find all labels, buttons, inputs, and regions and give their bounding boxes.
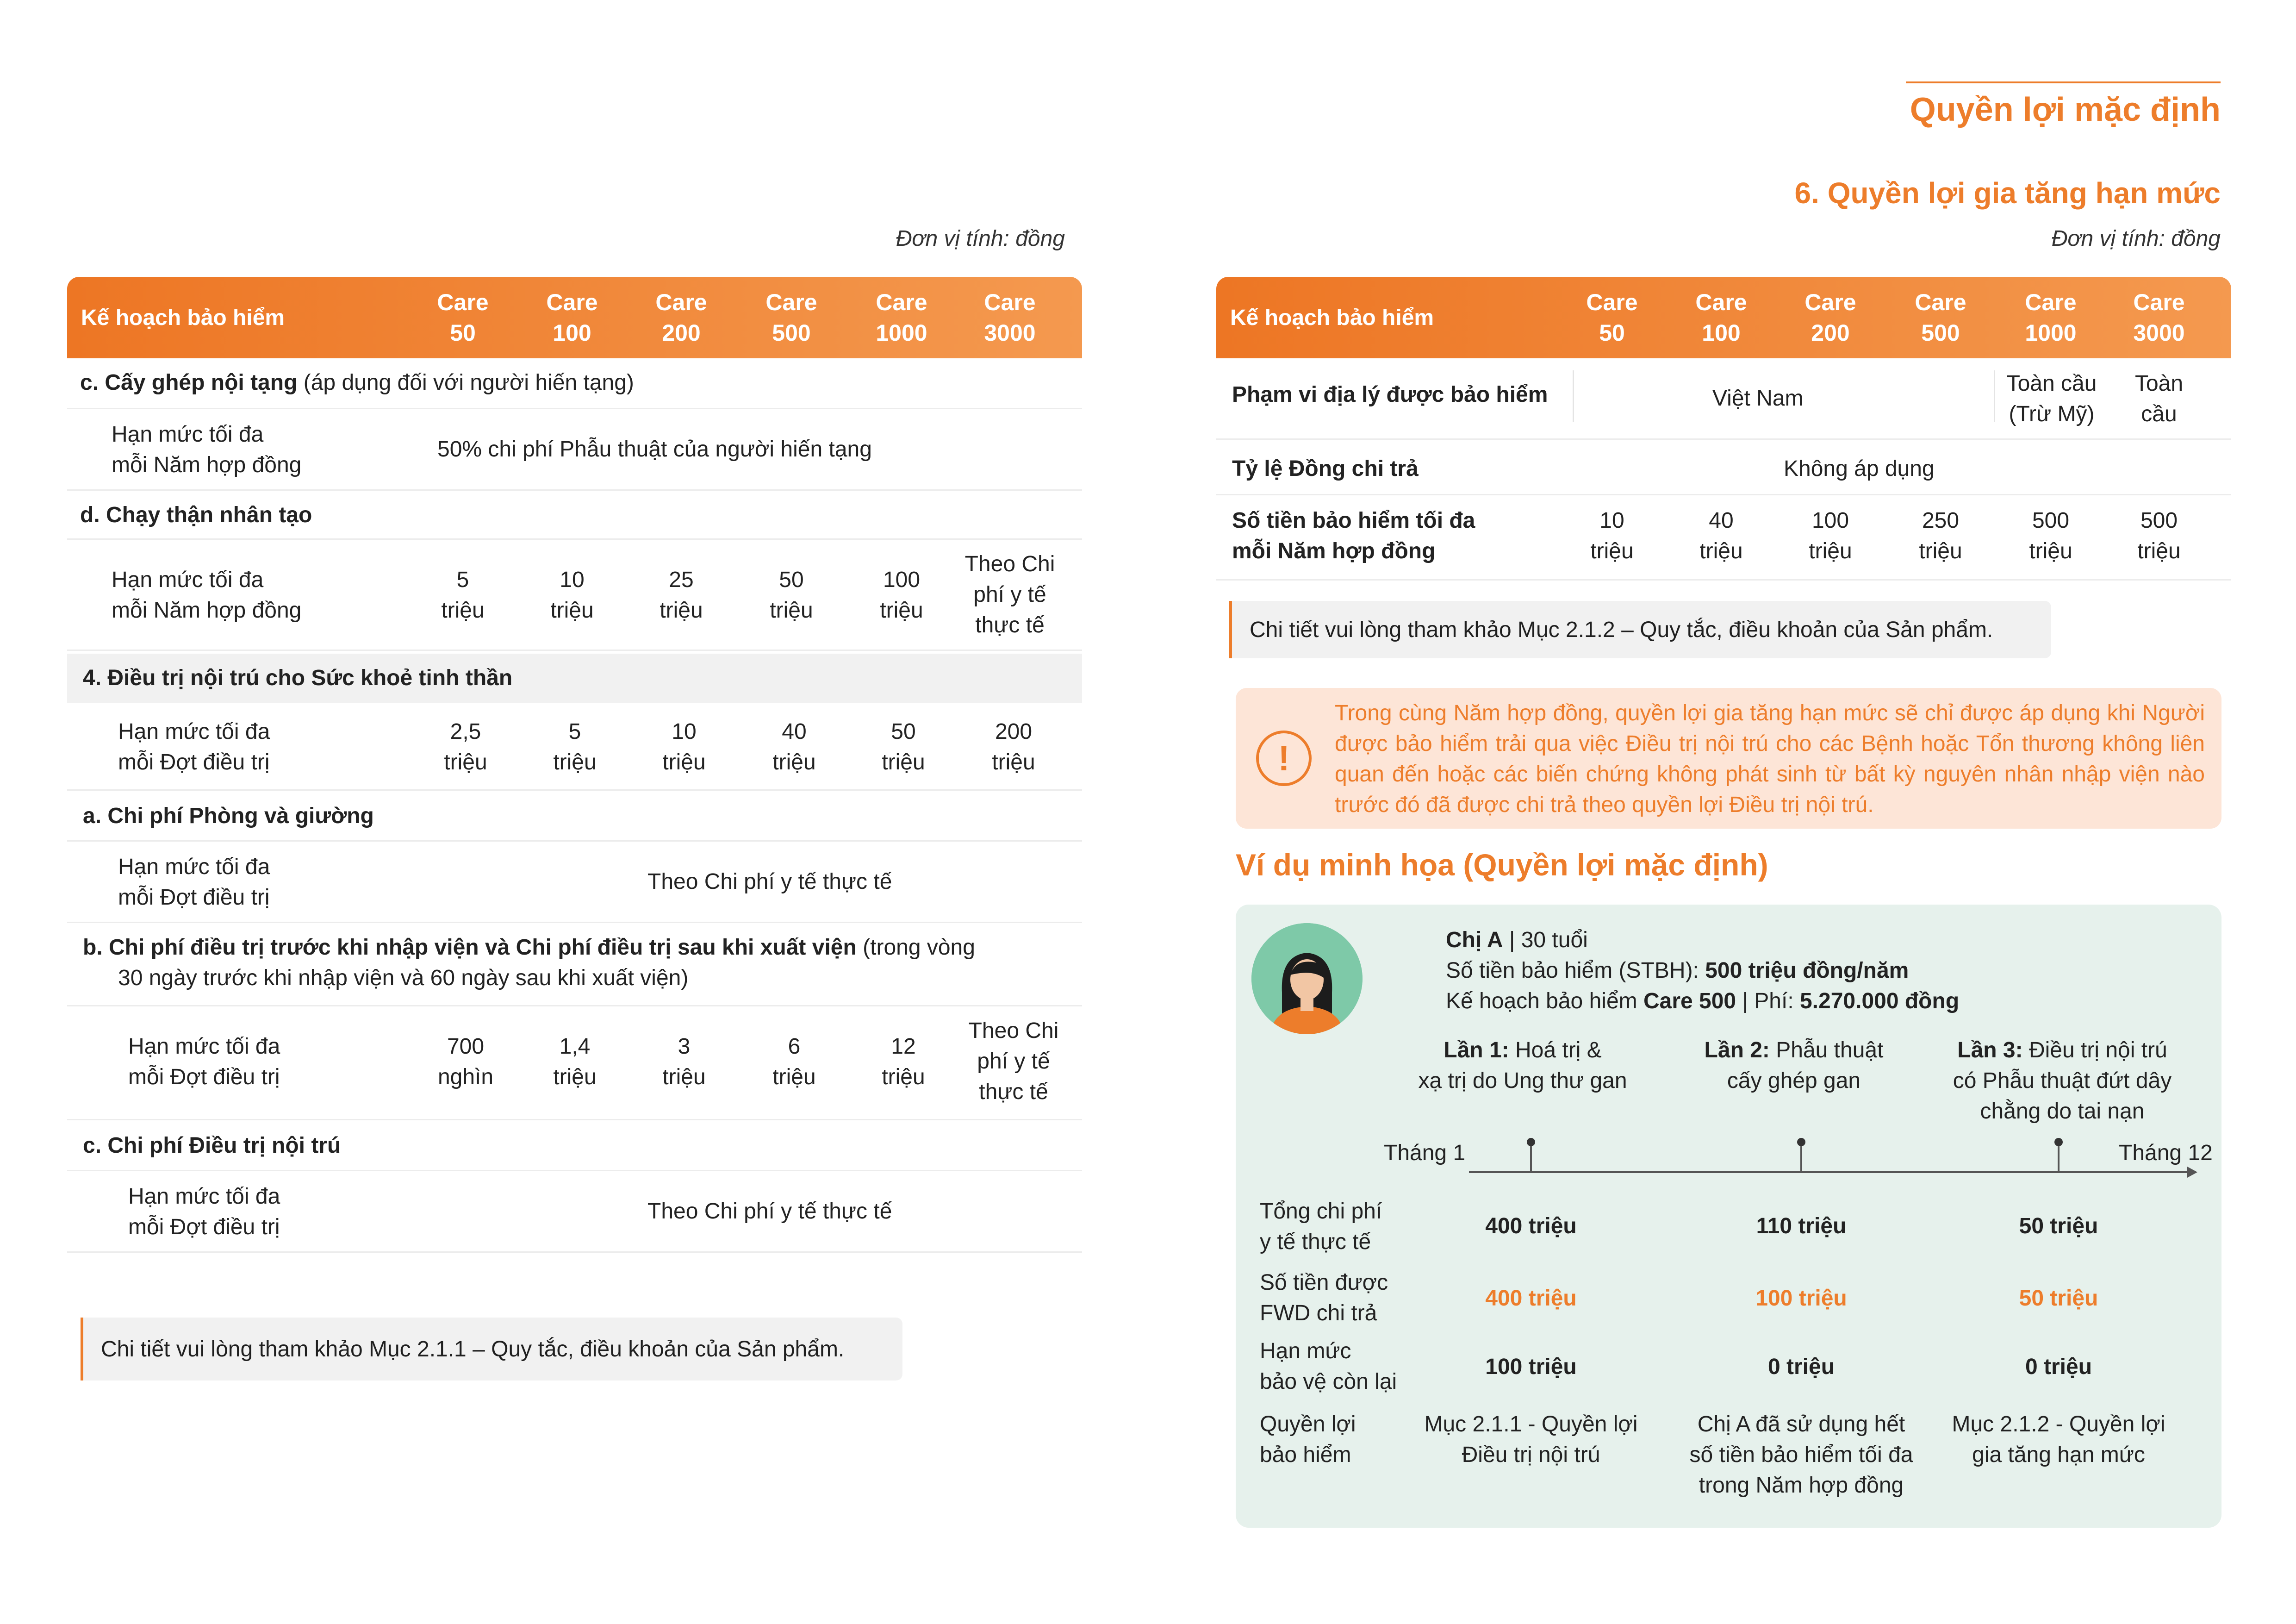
- avatar: [1251, 923, 1363, 1034]
- row-inpatient-title: c. Chi phí Điều trị nội trú: [67, 1120, 1082, 1171]
- event-2: Lần 2: Phẫu thuật cấy ghép gan: [1704, 1038, 1884, 1093]
- plan-info: Kế hoạch bảo hiểm Care 500 | Phí: 5.270.000 đồng: [1446, 989, 1960, 1013]
- sum-care-100: 40 triệu: [1699, 508, 1743, 563]
- timeline-dot-3: [2054, 1138, 2063, 1146]
- inpatient-limit-value: Theo Chi phí y tế thực tế: [647, 1199, 892, 1224]
- plan-label: Kế hoạch bảo hiểm: [81, 305, 285, 330]
- total-cost-2: 110 triệu: [1756, 1214, 1847, 1238]
- section-title: Quyền lợi mặc định: [1910, 91, 2221, 128]
- copay-value: Không áp dụng: [1784, 456, 1935, 481]
- r-col-care-500: Care 500: [1915, 289, 1966, 346]
- mental-health-limit-label: Hạn mức tối đa mỗi Đợt điều trị: [118, 719, 270, 775]
- inpatient-limit-label: Hạn mức tối đa mỗi Đợt điều trị: [128, 1184, 280, 1239]
- mental-care-500: 40 triệu: [772, 719, 816, 775]
- total-cost-3: 50 triệu: [2019, 1214, 2098, 1238]
- col-care-50: Care 50: [437, 289, 489, 346]
- sum-insured-label: Số tiền bảo hiểm tối đa mỗi Năm hợp đồng: [1232, 508, 1475, 563]
- dialysis-care-100: 10 triệu: [550, 568, 594, 623]
- row-total-cost-label: Tổng chi phí y tế thực tế: [1260, 1199, 1382, 1254]
- right-table-header: Kế hoạch bảo hiểm Care 50 Care 100 Care 200 Care 500 Care 1000 Care 3000: [1216, 277, 2231, 358]
- row-sum-insured: [1216, 495, 2231, 581]
- sum-care-1000: 500 triệu: [2029, 508, 2072, 563]
- prepost-care-100: 1,4 triệu: [553, 1034, 597, 1089]
- geo-scope-global: Toàn cầu: [2134, 371, 2184, 426]
- warning-box: [1236, 688, 2221, 829]
- geo-scope-label: Phạm vi địa lý được bảo hiểm: [1232, 382, 1548, 407]
- timeline-arrow-icon: [2187, 1167, 2197, 1178]
- exclamation-icon: !: [1256, 731, 1312, 786]
- row-remaining-label: Hạn mức bảo vệ còn lại: [1260, 1339, 1397, 1394]
- benefit-label: Quyền lợi bảo hiểm: [1260, 1412, 1356, 1467]
- remaining-1: 100 triệu: [1485, 1355, 1577, 1379]
- sum-insured-info: Số tiền bảo hiểm (STBH): 500 triệu đồng/năm: [1446, 958, 1909, 983]
- row-fwd-paid-label: Số tiền được FWD chi trả: [1260, 1270, 1388, 1325]
- col-care-1000: Care 1000: [876, 289, 927, 346]
- r-col-care-1000: Care 1000: [2025, 289, 2077, 346]
- timeline-tick-1: [1530, 1143, 1532, 1173]
- prepost-care-3000: Theo Chi phí y tế thực tế: [968, 1018, 1059, 1104]
- unit-left: Đơn vị tính: đồng: [896, 226, 1065, 251]
- mental-care-1000: 50 triệu: [882, 719, 925, 775]
- row-mental-health-limit: [67, 703, 1082, 791]
- sum-care-3000: 500 triệu: [2137, 508, 2181, 563]
- row-organ-title: c. Cấy ghép nội tạng (áp dụng đối với người hiến tạng): [67, 358, 1082, 409]
- prepost-care-500: 6 triệu: [772, 1034, 816, 1089]
- event-1: Lần 1: Hoá trị & xạ trị do Ung thư gan: [1418, 1038, 1627, 1093]
- dialysis-care-1000: 100 triệu: [880, 568, 923, 623]
- person-info: Chị A | 30 tuổi: [1446, 928, 1588, 952]
- row-room-limit: [67, 842, 1082, 923]
- col-care-500: Care 500: [765, 289, 817, 346]
- row-prepost-title: b. Chi phí điều trị trước khi nhập viện và Chi phí điều trị sau khi xuất viện (trong vòng 30 ngày trước khi nhập viện và 60 ngày sau khi xuất viện): [67, 923, 1082, 1006]
- sub-title: 6. Quyền lợi gia tăng hạn mức: [1794, 176, 2221, 210]
- row-dialysis-limit: [67, 540, 1082, 651]
- row-geo-scope: [1216, 358, 2231, 440]
- timeline-dot-2: [1797, 1138, 1805, 1146]
- row-prepost-limit: [67, 1006, 1082, 1120]
- row-organ-limit: [67, 409, 1082, 491]
- mental-care-3000: 200 triệu: [992, 719, 1035, 775]
- left-benefit-table: [67, 277, 1082, 1249]
- r-col-care-50: Care 50: [1586, 289, 1638, 346]
- col-care-3000: Care 3000: [984, 289, 1036, 346]
- left-note: Chi tiết vui lòng tham khảo Mục 2.1.1 – Quy tắc, điều khoản của Sản phẩm.: [81, 1318, 902, 1380]
- benefit-2: Chị A đã sử dụng hết số tiền bảo hiểm tối đa trong Năm hợp đồng: [1689, 1412, 1913, 1498]
- benefit-1: Mục 2.1.1 - Quyền lợi Điều trị nội trú: [1424, 1412, 1638, 1467]
- timeline-dot-1: [1527, 1138, 1535, 1146]
- timeline-axis: [1469, 1171, 2191, 1173]
- mental-care-50: 2,5 triệu: [444, 719, 487, 775]
- sum-care-500: 250 triệu: [1919, 508, 1962, 563]
- month-start: Tháng 1: [1384, 1141, 1466, 1165]
- r-col-care-100: Care 100: [1695, 289, 1747, 346]
- warning-text: Trong cùng Năm hợp đồng, quyền lợi gia tăng hạn mức sẽ chỉ được áp dụng khi Người được bảo hiểm trải qua việc Điều trị nội trú cho các Bệnh hoặc Tổn thương không liên quan đến hoặc các biến chứng không phát sinh từ bất kỳ nguyên nhân nhập viện nào trước đó đã được chi trả theo quyền lợi Điều trị nội trú.: [1335, 701, 2205, 817]
- prepost-care-200: 3 triệu: [662, 1034, 706, 1089]
- timeline-tick-3: [2058, 1143, 2060, 1173]
- dialysis-care-500: 50 triệu: [770, 568, 813, 623]
- prepost-care-1000: 12 triệu: [882, 1034, 925, 1089]
- fwd-paid-3: 50 triệu: [2019, 1286, 2098, 1311]
- prepost-limit-label: Hạn mức tối đa mỗi Đợt điều trị: [128, 1034, 280, 1089]
- organ-title: c. Cấy ghép nội tạng: [80, 370, 298, 395]
- example-card: [1236, 905, 2221, 1528]
- dialysis-care-50: 5 triệu: [441, 568, 485, 623]
- row-copay: [1216, 440, 2231, 495]
- month-end: Tháng 12: [2119, 1141, 2213, 1165]
- mental-care-200: 10 triệu: [662, 719, 706, 775]
- row-mental-health-title: 4. Điều trị nội trú cho Sức khoẻ tinh thần: [67, 654, 1082, 703]
- dialysis-care-200: 25 triệu: [660, 568, 703, 623]
- fwd-paid-1: 400 triệu: [1485, 1286, 1577, 1311]
- r-col-care-200: Care 200: [1804, 289, 1856, 346]
- sum-care-200: 100 triệu: [1809, 508, 1852, 563]
- r-col-care-3000: Care 3000: [2133, 289, 2185, 346]
- copay-label: Tỷ lệ Đồng chi trả: [1232, 456, 1419, 481]
- left-table-header: [67, 277, 1082, 358]
- dialysis-care-3000: Theo Chi phí y tế thực tế: [964, 552, 1055, 637]
- geo-scope-vn: Việt Nam: [1712, 386, 1804, 411]
- geo-scope-global-ex-us: Toàn cầu (Trừ Mỹ): [2006, 371, 2097, 426]
- col-care-200: Care 200: [655, 289, 707, 346]
- total-cost-1: 400 triệu: [1485, 1214, 1577, 1238]
- row-inpatient-limit: [67, 1171, 1082, 1253]
- right-benefit-table: [1216, 277, 2231, 582]
- organ-limit-label: Hạn mức tối đa mỗi Năm hợp đồng: [112, 422, 302, 477]
- benefit-3: Mục 2.1.2 - Quyền lợi gia tăng hạn mức: [1952, 1412, 2165, 1467]
- fwd-paid-2: 100 triệu: [1755, 1286, 1847, 1311]
- dialysis-limit-label: Hạn mức tối đa mỗi Năm hợp đồng: [112, 568, 302, 623]
- right-note: Chi tiết vui lòng tham khảo Mục 2.1.2 – Quy tắc, điều khoản của Sản phẩm.: [1229, 601, 2051, 658]
- sum-care-50: 10 triệu: [1590, 508, 1634, 563]
- header-rule: [1906, 81, 2221, 83]
- mental-care-100: 5 triệu: [553, 719, 597, 775]
- organ-limit-value: 50% chi phí Phẫu thuật của người hiến tạng: [437, 437, 872, 462]
- example-title: Ví dụ minh họa (Quyền lợi mặc định): [1236, 848, 1768, 882]
- row-dialysis-title: d. Chạy thận nhân tạo: [67, 491, 1082, 540]
- remaining-3: 0 triệu: [2025, 1355, 2092, 1379]
- remaining-2: 0 triệu: [1767, 1355, 1835, 1379]
- col-care-100: Care 100: [546, 289, 598, 346]
- unit-right: Đơn vị tính: đồng: [2051, 226, 2221, 251]
- prepost-care-50: 700 nghìn: [437, 1034, 494, 1089]
- row-room-title: a. Chi phí Phòng và giường: [67, 791, 1082, 842]
- room-limit-value: Theo Chi phí y tế thực tế: [647, 869, 892, 894]
- event-3: Lần 3: Điều trị nội trú có Phẫu thuật đứt dây chằng do tai nạn: [1953, 1038, 2172, 1124]
- timeline-tick-2: [1800, 1143, 1802, 1173]
- room-limit-label: Hạn mức tối đa mỗi Đợt điều trị: [118, 855, 270, 910]
